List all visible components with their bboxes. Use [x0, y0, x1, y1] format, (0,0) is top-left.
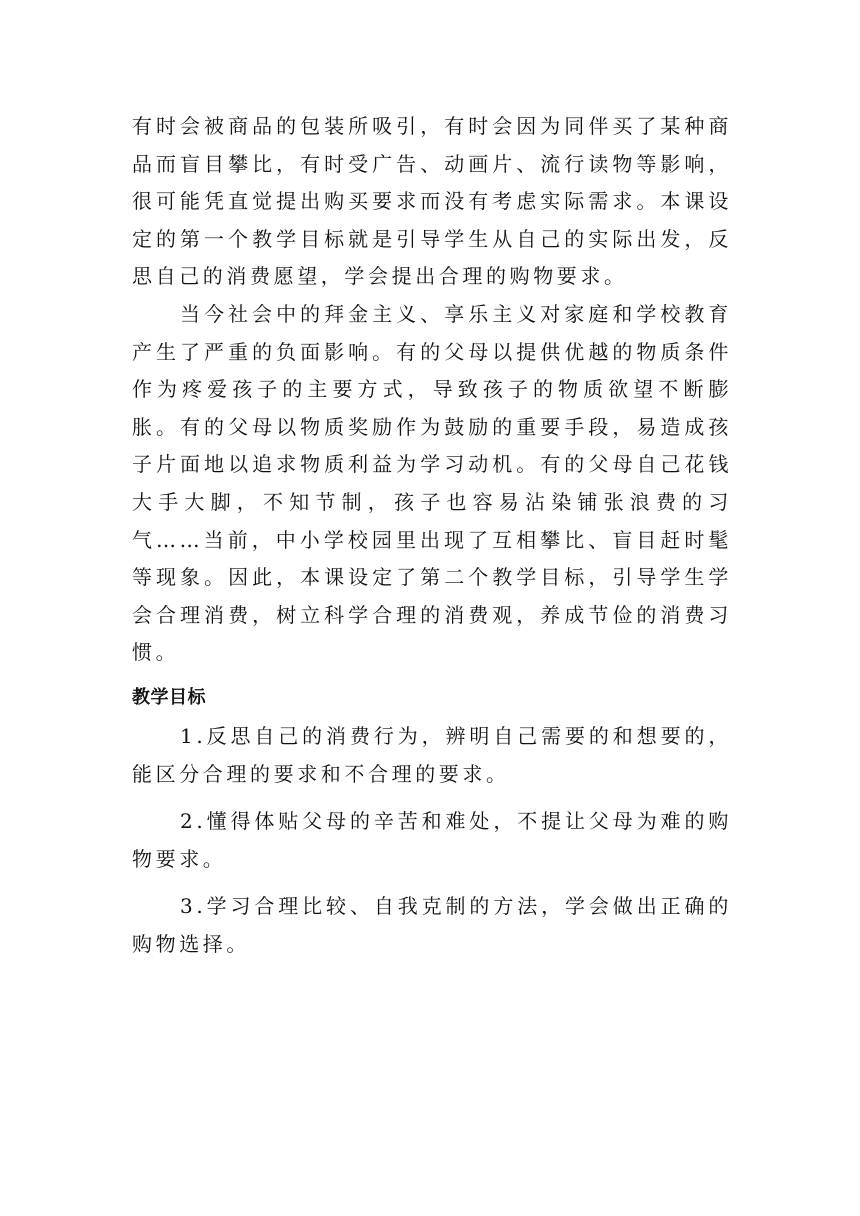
document-body [132, 108, 732, 973]
section-heading-teaching-goals: 教学目标 [132, 686, 206, 708]
teaching-goals-list [132, 718, 732, 964]
teaching-goal-1: 1.反思自己的消费行为，辨明自己需要的和想要的，能区分合理的要求和不合理的要求。 [132, 723, 732, 786]
body-paragraph-2: 当今社会中的拜金主义、享乐主义对家庭和学校教育产生了严重的负面影响。有的父母以提供优越的物质条件作为疼爱孩子的主要方式，导致孩子的物质欲望不断膨胀。有的父母以物质奖励作为鼓励的重要手段，易造成孩子片面地以追求物质利益为学习动机。有的父母自己花钱大手大脚，不知节制，孩子也容易沾染铺张浪费的习气……当前，中小学校园里出现了互相攀比、盲目赶时髦等现象。因此，本课设定了第二个教学目标，引导学生学会合理消费，树立科学合理的消费观，养成节俭的消费习惯。 [132, 301, 732, 665]
body-paragraph-1: 有时会被商品的包装所吸引，有时会因为同伴买了某种商品而盲目攀比，有时受广告、动画片、流行读物等影响，很可能凭直觉提出购买要求而没有考虑实际需求。本课设定的第一个教学目标就是引导学生从自己的实际出发，反思自己的消费愿望，学会提出合理的购物要求。 [132, 114, 732, 289]
teaching-goal-3: 3.学习合理比较、自我克制的方法，学会做出正确的购物选择。 [132, 894, 732, 956]
teaching-goal-2: 2.懂得体贴父母的辛苦和难处，不提让父母为难的购物要求。 [132, 809, 732, 871]
